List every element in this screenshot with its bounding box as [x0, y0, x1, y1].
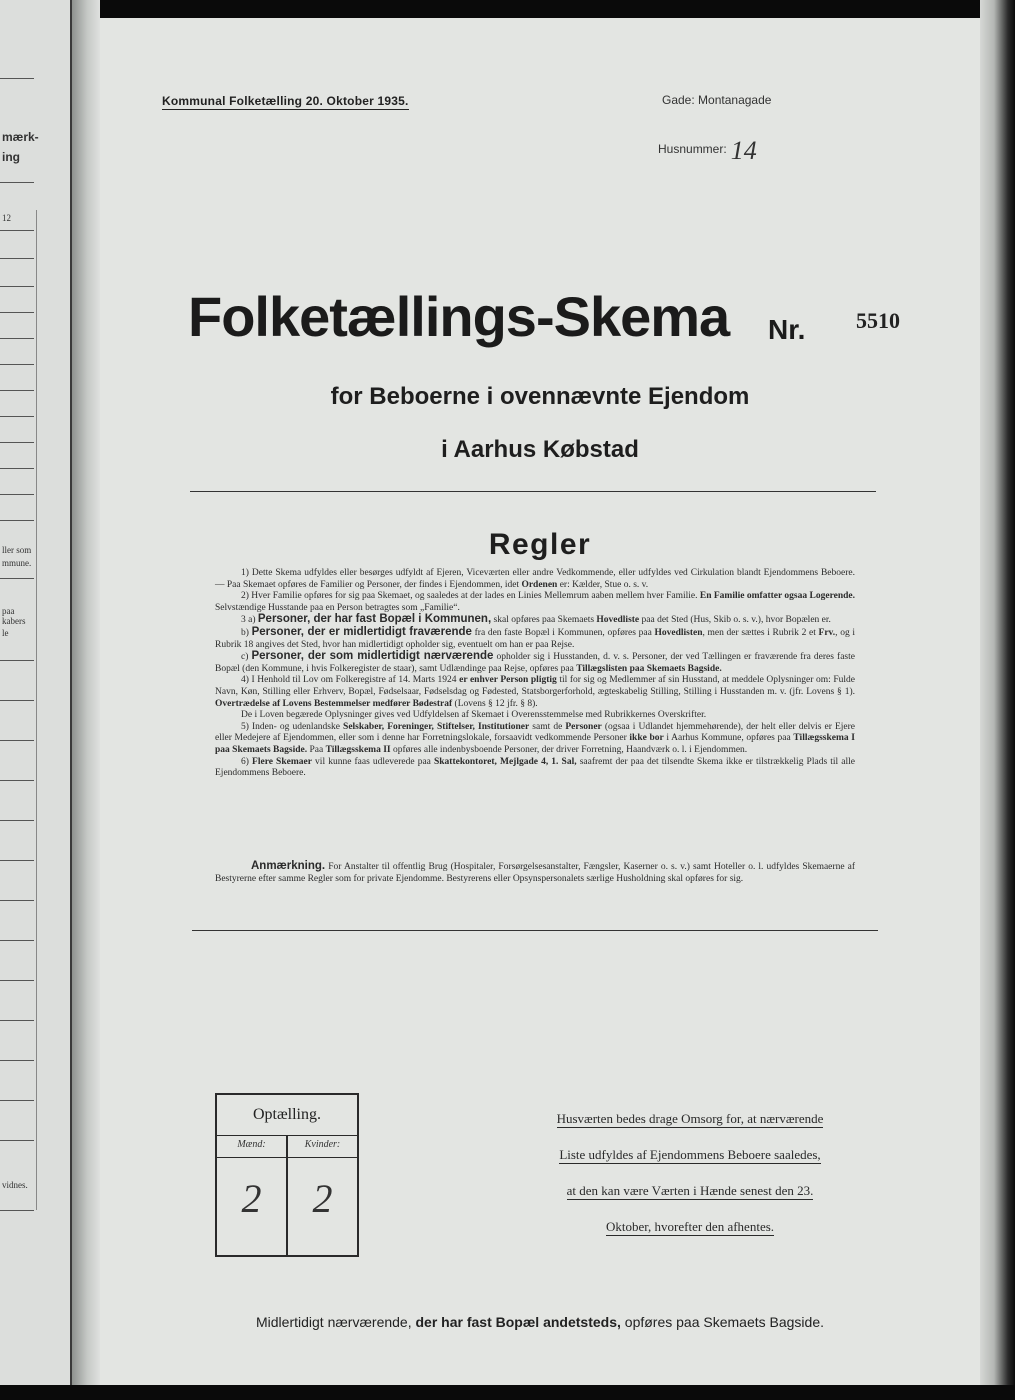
footer-note: Midlertidigt nærværende, der har fast Bopæl andetsteds, opføres paa Skemaets Bagside. [255, 1314, 824, 1330]
gade-value: Montanagade [698, 93, 772, 107]
rule-5: 5) Inden- og udenlandske Selskaber, Foreninger, Stiftelser, Institutioner samt de Personer (ogsaa i Udlandet hjemmehørende), der helt eller delvis er Ejere eller Medejere af Ejendommen, eller som i denne har Forretningslokale, forsaavidt vedkommende Personer ikke bor i Aarhus Kommune, opføres paa Tillægsskema I paa Skemaets Bagside. Paa Tillægsskema II opføres alle indenbysboende Personer, der driver Forretning, Haandværk o. l. i Ejendommen. [215, 721, 855, 755]
rule-4-note: De i Loven begærede Oplysninger gives ved Udfyldelsen af Skemaet i Overensstemmelse med Rubrikkernes Overskrifter. [241, 710, 707, 721]
book-gutter [72, 0, 100, 1385]
left-fragment: 12 [2, 213, 11, 223]
maend-count: 2 [241, 1176, 262, 1221]
left-page-rule [0, 860, 34, 861]
regler-heading: Regler [488, 528, 592, 561]
form-nr-value: 5510 [856, 308, 900, 333]
left-fragment: ller som [2, 545, 32, 555]
husnummer-label: Husnummer: [658, 142, 727, 156]
left-fragment: mmune. [2, 558, 32, 568]
optaelling-label-divider [217, 1157, 357, 1158]
left-page-rule [0, 820, 34, 821]
left-page-vertical-rule [36, 210, 37, 1210]
husnummer-field [658, 130, 757, 165]
left-page-rule [0, 1020, 34, 1021]
rule-2: 2) Hver Familie opføres for sig paa Skemaet, og saaledes at der lades en Linies Mellemrum aaben mellem hver Familie. En Familie omfatter ogsaa Logerende. Selvstændige Husstande paa en Person betragtes som „Familie“. [215, 591, 855, 613]
landlord-notice [520, 1101, 860, 1245]
rule-4: 4) I Henhold til Lov om Folkeregistre af 14. Marts 1924 er enhver Person pligtig til for sig og Medlemmer af sin Husstand, at meddele Oplysninger om: Fulde Navn, Køn, Stilling eller Erhverv, Bopæl, Fødselsaar, Fødselsdag og Fødested, Statsborgerforhold, ægteskabelig Stilling, Stilling i Husstanden m. v. (jfr. Lovens § 1). Overtrædelse af Lovens Bestemmelser medfører Bødestraf (Lovens § 12 jfr. § 8). [215, 675, 855, 709]
form-nr-label: Nr. [768, 314, 806, 345]
left-fragment: paa [2, 606, 15, 616]
left-fragment: vidnes. [2, 1180, 28, 1190]
optaelling-heading: Optælling. [217, 1095, 357, 1136]
gade-field [662, 93, 771, 107]
left-page-rule [0, 78, 34, 79]
left-page-rule [0, 740, 34, 741]
rule-3c: c) Personer, der som midlertidigt nærværende opholder sig i Husstanden, d. v. s. Personer, der ved Tællingen er fraværende fra deres faste Bopæl (den Kommune, i hvis Folkeregister de staar), samt Udlændinge paa Rejse, opføres paa Tillægslisten paa Skemaets Bagside. [215, 650, 855, 674]
notice-line-1: Husværten bedes drage Omsorg for, at nærværende [556, 1111, 824, 1126]
left-page-rule [0, 980, 34, 981]
rule-6: 6) Flere Skemaer vil kunne faas udleverede paa Skattekontoret, Mejlgade 4, 1. Sal, saafremt der paa det tilsendte Skema ikke er tilstrækkelig Plads til alle Ejendommens Beboere. [215, 756, 855, 779]
kvinder-label: Kvinder: [304, 1139, 341, 1150]
regler-text [215, 568, 855, 780]
left-page-rule [0, 182, 34, 183]
left-page-rule [0, 230, 34, 231]
gade-label: Gade: [662, 93, 695, 107]
left-page-rule [0, 940, 34, 941]
left-page-rule [0, 494, 34, 495]
form-main-title: Folketællings-Skema [188, 285, 730, 348]
divider-bottom [192, 930, 878, 931]
left-page-rule [0, 780, 34, 781]
left-page-rule [0, 900, 34, 901]
left-page-rule [0, 578, 34, 579]
rule-3b: b) Personer, der er midlertidigt fraværende fra den faste Bopæl i Kommunen, opføres paa Hovedlisten, men der sættes i Rubrik 2 et Frv., og i Rubrik 18 angives det Sted, hvor han midlertidigt opholder sig, eventuelt om han er paa Rejse. [215, 625, 855, 650]
anmaerkning-label: Anmærkning. [251, 860, 326, 872]
maend-label: Mænd: [237, 1139, 266, 1150]
left-page-rule [0, 416, 34, 417]
left-page-edge [0, 0, 72, 1385]
left-page-rule [0, 1060, 34, 1061]
divider-top [190, 491, 876, 492]
notice-line-2: Liste udfyldes af Ejendommens Beboere saaledes, [559, 1147, 821, 1162]
left-page-rule [0, 468, 34, 469]
census-form-page [100, 18, 980, 1385]
rule-3a: 3 a) Personer, der har fast Bopæl i Kommunen, skal opføres paa Skemaets Hovedliste paa det Sted (Hus, Skib o. s. v.), hvor Bopælen er. [241, 613, 831, 626]
rule-1: 1) Dette Skema udfyldes eller besørges udfyldt af Ejeren, Viceværten eller andre Vedkommende, eller udfyldes ved Cirkulation blandt Ejendommens Beboere. — Paa Skemaet opføres de Familier og Personer, der findes i Ejendommen, idet Ordenen er: Kælder, Stue o. s. v. [215, 568, 855, 590]
left-page-rule [0, 1100, 34, 1101]
left-page-rule [0, 258, 34, 259]
left-fragment: ing [2, 150, 20, 164]
left-page-rule [0, 312, 34, 313]
left-page-rule [0, 390, 34, 391]
anmaerkning-paragraph [215, 861, 855, 885]
left-page-rule [0, 1140, 34, 1141]
husnummer-value: 14 [730, 136, 757, 165]
left-fragment: mærk- [2, 130, 39, 144]
form-subtitle-2: i Aarhus Købstad [441, 436, 639, 463]
left-page-rule [0, 660, 34, 661]
left-page-rule [0, 700, 34, 701]
notice-line-4: Oktober, hvorefter den afhentes. [605, 1219, 775, 1234]
left-page-rule [0, 1210, 34, 1211]
notice-line-3: at den kan være Værten i Hænde senest den 23. [566, 1183, 814, 1198]
census-title-line: Kommunal Folketælling 20. Oktober 1935. [162, 94, 409, 108]
kvinder-count: 2 [312, 1176, 333, 1221]
optaelling-box [215, 1093, 359, 1257]
left-page-rule [0, 520, 34, 521]
right-page-edge [980, 0, 1015, 1385]
left-page-rule [0, 442, 34, 443]
form-subtitle-1: for Beboerne i ovennævnte Ejendom [330, 383, 750, 410]
left-page-rule [0, 364, 34, 365]
left-page-rule [0, 286, 34, 287]
anmaerkning-text: For Anstalter til offentlig Brug (Hospitaler, Forsørgelsesanstalter, Fængsler, Kaserner o. s. v.) samt Hoteller o. l. udfyldes Skemaerne af Bestyrerne efter samme Regler som for private Ejendomme. Bestyrerens eller Opsynspersonalets særlige Husholdning skal opføres for sig. [215, 862, 855, 884]
left-fragment: kabers [2, 616, 26, 626]
left-fragment: le [2, 628, 9, 638]
left-page-rule [0, 338, 34, 339]
